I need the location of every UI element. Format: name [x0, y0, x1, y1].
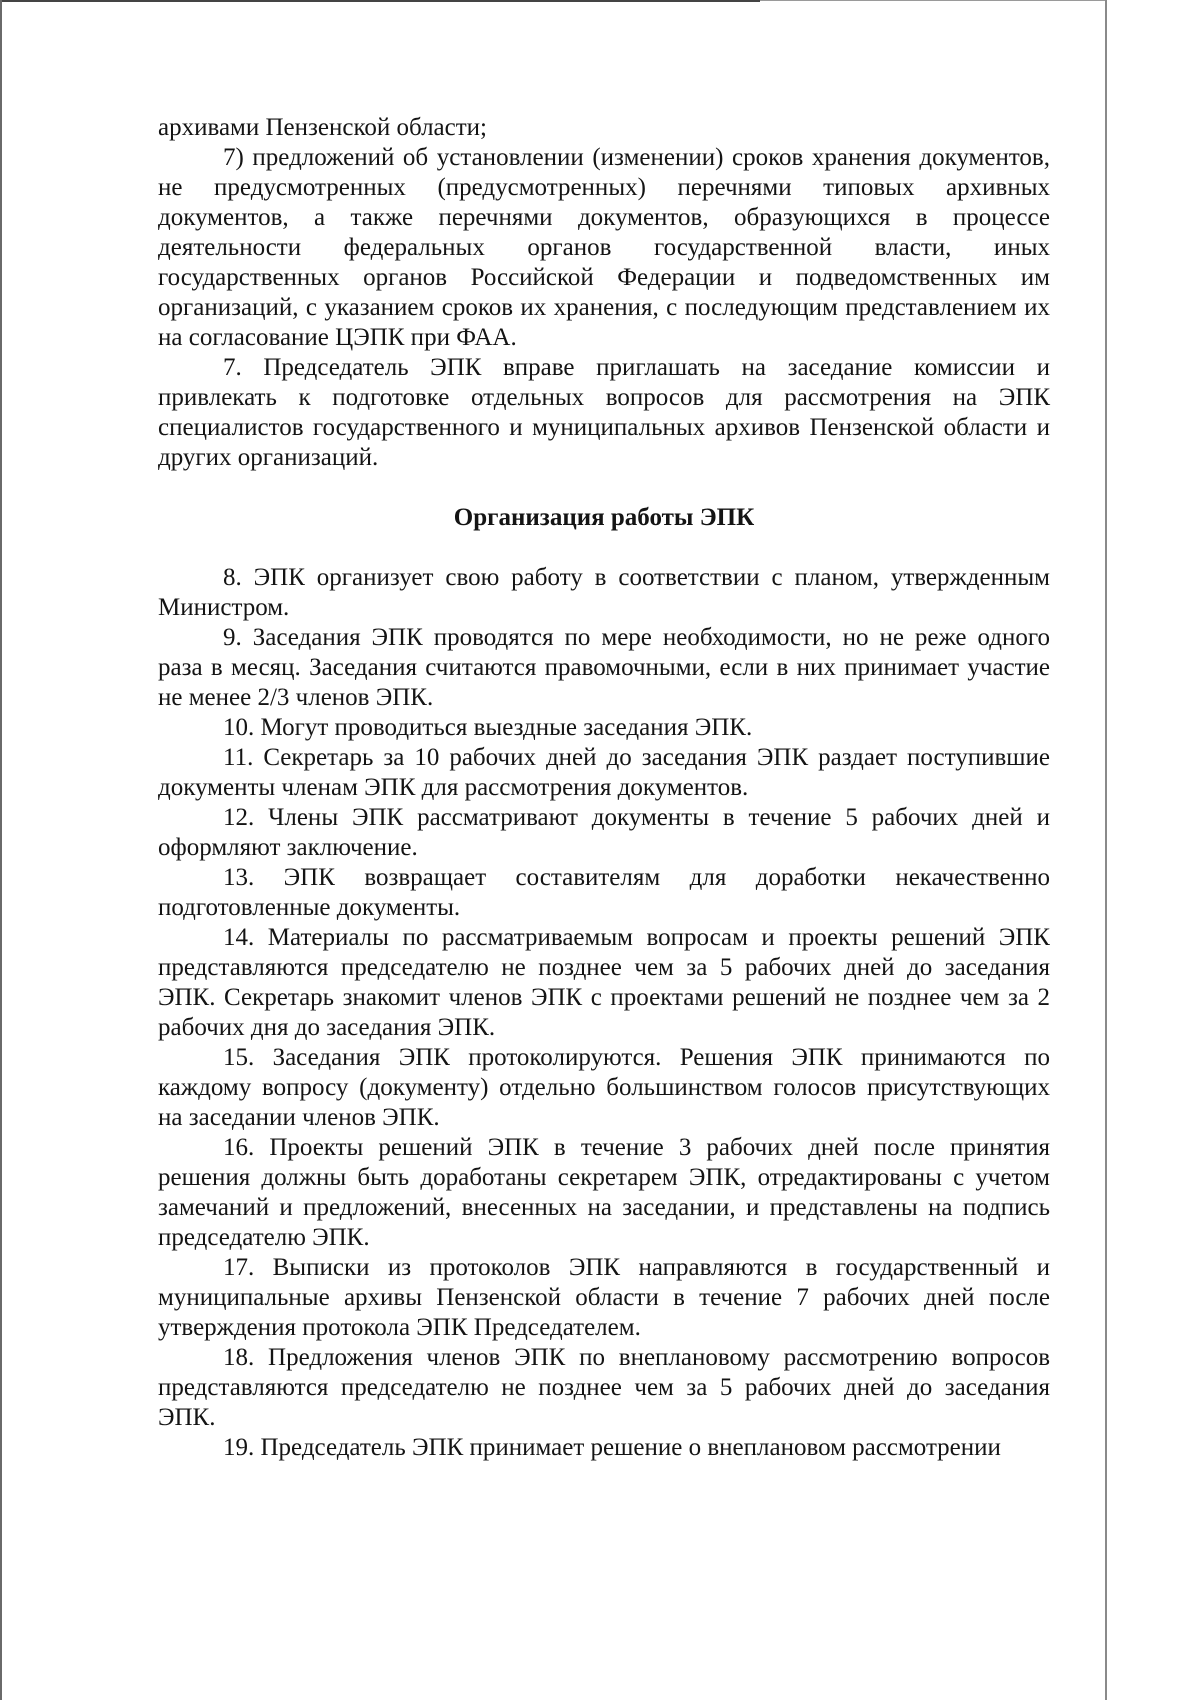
- paragraph-item-12: 12. Члены ЭПК рассматривают документы в течение 5 рабочих дней и оформляют заключение.: [158, 804, 1050, 861]
- paragraph-continuation: архивами Пензенской области;: [158, 114, 487, 141]
- scan-edge-right: [1105, 0, 1107, 1700]
- paragraph-item-16: 16. Проекты решений ЭПК в течение 3 рабочих дней после принятия решения должны быть доработаны секретарем ЭПК, отредактированы с учетом замечаний и предложений, внесенных на заседании, и представлены на подпись председателю ЭПК.: [158, 1134, 1050, 1251]
- paragraph-item-19: 19. Председатель ЭПК принимает решение о внеплановом рассмотрении: [223, 1434, 1001, 1461]
- paragraph-item-9: 9. Заседания ЭПК проводятся по мере необходимости, но не реже одного раза в месяц. Заседания считаются правомочными, если в них принимает участие не менее 2/3 членов ЭПК.: [158, 624, 1050, 711]
- paragraph-item-8: 8. ЭПК организует свою работу в соответствии с планом, утвержденным Министром.: [158, 564, 1050, 621]
- scan-edge-top-faint: [760, 0, 1107, 1]
- scan-edge-top: [0, 0, 760, 2]
- paragraph-item-7: 7. Председатель ЭПК вправе приглашать на заседание комиссии и привлекать к подготовке отдельных вопросов для рассмотрения на ЭПК специалистов государственного и муниципальных архивов Пензенской области и других организаций.: [158, 354, 1050, 471]
- document-body: [158, 113, 1050, 1463]
- paragraph-item-10: 10. Могут проводиться выездные заседания ЭПК.: [223, 714, 753, 741]
- paragraph-item-13: 13. ЭПК возвращает составителям для доработки некачественно подготовленные документы.: [158, 864, 1050, 921]
- paragraph-item-18: 18. Предложения членов ЭПК по внеплановому рассмотрению вопросов представляются председателю не позднее чем за 5 рабочих дней до заседания ЭПК.: [158, 1344, 1050, 1431]
- paragraph-item-17: 17. Выписки из протоколов ЭПК направляются в государственный и муниципальные архивы Пензенской области в течение 7 рабочих дней после утверждения протокола ЭПК Председателем.: [158, 1254, 1050, 1341]
- paragraph-item-14: 14. Материалы по рассматриваемым вопросам и проекты решений ЭПК представляются председателю не позднее чем за 5 рабочих дней до заседания ЭПК. Секретарь знакомит членов ЭПК с проектами решений не позднее чем за 2 рабочих дня до заседания ЭПК.: [158, 924, 1050, 1041]
- paragraph-item-15: 15. Заседания ЭПК протоколируются. Решения ЭПК принимаются по каждому вопросу (документу) отдельно большинством голосов присутствующих на заседании членов ЭПК.: [158, 1044, 1050, 1131]
- paragraph-item-11: 11. Секретарь за 10 рабочих дней до заседания ЭПК раздает поступившие документы членам ЭПК для рассмотрения документов.: [158, 744, 1050, 801]
- scan-edge-left: [0, 0, 2, 1700]
- paragraph-subitem-7: 7) предложений об установлении (изменении) сроков хранения документов, не предусмотренных (предусмотренных) перечнями типовых архивных документов, а также перечнями документов, образующихся в процессе деятельности федеральных органов государственной власти, иных государственных органов Российской Федерации и подведомственных им организаций, с указанием сроков их хранения, с последующим представлением их на согласование ЦЭПК при ФАА.: [158, 144, 1050, 351]
- section-heading: Организация работы ЭПК: [453, 504, 755, 531]
